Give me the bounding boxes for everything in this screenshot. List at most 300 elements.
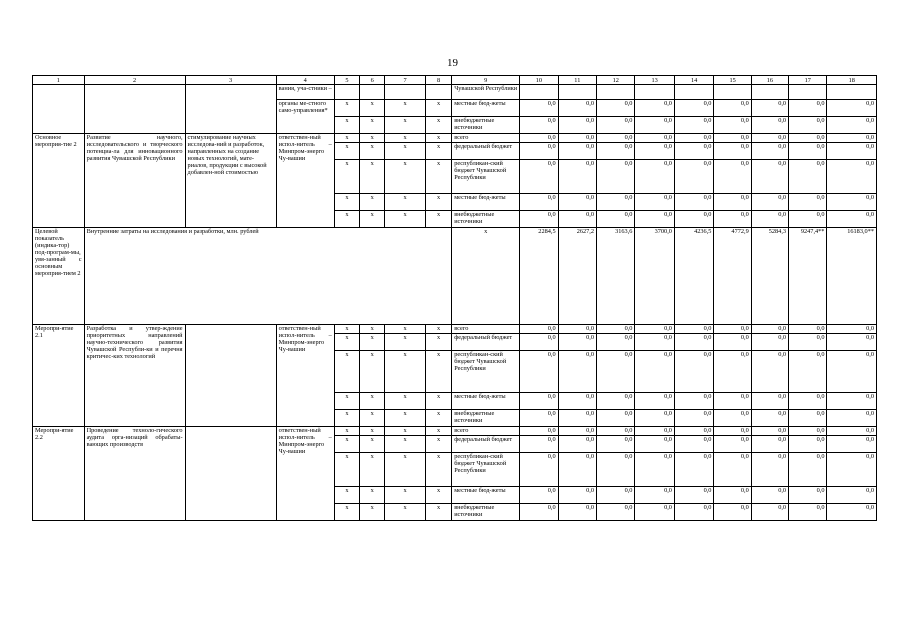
value-cell: 0,0 <box>597 427 635 436</box>
header-cell: 17 <box>789 76 827 85</box>
table-row <box>33 427 877 436</box>
value-cell: 0,0 <box>635 334 675 351</box>
value-cell: 0,0 <box>635 436 675 453</box>
x-mark: х <box>425 410 451 427</box>
x-mark: х <box>425 487 451 504</box>
x-mark: х <box>425 436 451 453</box>
value-cell: 0,0 <box>714 453 751 487</box>
funding-source: Чувашской Республики <box>452 85 520 100</box>
value-cell: 0,0 <box>520 211 558 228</box>
x-mark: х <box>425 117 451 134</box>
value-cell: 0,0 <box>597 393 635 410</box>
value-cell: 0,0 <box>751 325 788 334</box>
value-cell: 0,0 <box>597 117 635 134</box>
value-cell: 0,0 <box>597 487 635 504</box>
x-mark: х <box>334 117 359 134</box>
header-row <box>33 76 877 85</box>
cont-col3 <box>185 85 276 134</box>
value-cell: 0,0 <box>714 160 751 194</box>
event-goal: стимулирование научных исследова-ний и разработок, направленных на создание новых технологий, мате-риалов, продукции с высокой добавлен-ной стоимостью <box>185 134 276 228</box>
value-cell: 0,0 <box>714 334 751 351</box>
value-cell: 0,0 <box>827 143 877 160</box>
value-cell: 0,0 <box>558 453 596 487</box>
indicator-value: 16183,0** <box>827 228 877 325</box>
value-cell: 0,0 <box>635 194 675 211</box>
x-mark: х <box>425 160 451 194</box>
x-mark: х <box>385 393 426 410</box>
value-cell: 0,0 <box>789 325 827 334</box>
x-mark: х <box>385 487 426 504</box>
funding-source: республикан-ский бюджет Чувашской Республики <box>452 160 520 194</box>
value-cell: 0,0 <box>635 393 675 410</box>
value-cell: 0,0 <box>751 410 788 427</box>
value-cell: 0,0 <box>789 143 827 160</box>
header-cell: 12 <box>597 76 635 85</box>
value-cell: 0,0 <box>714 351 751 393</box>
value-cell: 0,0 <box>827 351 877 393</box>
x-mark: х <box>425 334 451 351</box>
value-cell: 0,0 <box>751 160 788 194</box>
value-cell: 0,0 <box>635 211 675 228</box>
value-cell: 0,0 <box>789 160 827 194</box>
indicator-value: 3163,6 <box>597 228 635 325</box>
funding-source: внебюджетные источники <box>452 117 520 134</box>
value-cell: 0,0 <box>674 410 714 427</box>
empty-cell <box>674 85 714 100</box>
x-mark: х <box>360 325 385 334</box>
value-cell: 0,0 <box>714 393 751 410</box>
value-cell: 0,0 <box>827 117 877 134</box>
value-cell: 0,0 <box>789 504 827 521</box>
value-cell: 0,0 <box>520 325 558 334</box>
value-cell: 0,0 <box>714 427 751 436</box>
value-cell: 0,0 <box>558 410 596 427</box>
value-cell: 0,0 <box>674 160 714 194</box>
header-cell: 9 <box>452 76 520 85</box>
indicator-value: 2284,5 <box>520 228 558 325</box>
empty-cell <box>520 85 558 100</box>
value-cell: 0,0 <box>789 351 827 393</box>
value-cell: 0,0 <box>520 117 558 134</box>
header-cell: 4 <box>276 76 334 85</box>
x-mark: х <box>334 427 359 436</box>
empty-cell <box>385 85 426 100</box>
value-cell: 0,0 <box>597 410 635 427</box>
funding-source: местные бюд-жеты <box>452 100 520 117</box>
event-code: Основное мероприя-тие 2 <box>33 134 85 228</box>
value-cell: 0,0 <box>635 427 675 436</box>
x-mark: х <box>360 117 385 134</box>
funding-source: местные бюд-жеты <box>452 487 520 504</box>
value-cell: 0,0 <box>789 211 827 228</box>
value-cell: 0,0 <box>714 211 751 228</box>
indicator-label: Целевой показатель (индика-тор) под-програм-мы, увя-занный с основным мероприя-тием 2 <box>33 228 85 325</box>
x-mark: х <box>334 504 359 521</box>
x-mark: х <box>385 436 426 453</box>
empty-cell <box>714 85 751 100</box>
x-mark: х <box>360 453 385 487</box>
event-goal <box>185 325 276 427</box>
value-cell: 0,0 <box>751 211 788 228</box>
event-goal <box>185 427 276 521</box>
value-cell: 0,0 <box>751 393 788 410</box>
x-mark: х <box>360 194 385 211</box>
funding-source: внебюджетные источники <box>452 211 520 228</box>
x-mark: х <box>334 325 359 334</box>
x-mark: х <box>425 194 451 211</box>
x-mark: х <box>360 393 385 410</box>
value-cell: 0,0 <box>714 436 751 453</box>
value-cell: 0,0 <box>789 194 827 211</box>
table-row <box>33 134 877 143</box>
value-cell: 0,0 <box>827 504 877 521</box>
value-cell: 0,0 <box>827 194 877 211</box>
value-cell: 0,0 <box>751 504 788 521</box>
x-mark: х <box>334 393 359 410</box>
x-mark: х <box>385 160 426 194</box>
value-cell: 0,0 <box>674 134 714 143</box>
value-cell: 0,0 <box>674 194 714 211</box>
value-cell: 0,0 <box>674 351 714 393</box>
value-cell: 0,0 <box>674 117 714 134</box>
value-cell: 0,0 <box>597 143 635 160</box>
value-cell: 0,0 <box>674 334 714 351</box>
table-row <box>33 325 877 334</box>
value-cell: 0,0 <box>558 351 596 393</box>
x-mark: х <box>385 194 426 211</box>
event-title: Разработка и утвер-ждение приоритетных направлений научно-технического развития Чувашской Республи-ки и перечня критичес-ких технологий <box>84 325 185 427</box>
value-cell: 0,0 <box>558 487 596 504</box>
header-cell: 18 <box>827 76 877 85</box>
value-cell: 0,0 <box>714 194 751 211</box>
header-cell: 7 <box>385 76 426 85</box>
x-mark: х <box>425 143 451 160</box>
value-cell: 0,0 <box>827 334 877 351</box>
x-mark: х <box>385 143 426 160</box>
value-cell: 0,0 <box>827 453 877 487</box>
value-cell: 0,0 <box>597 100 635 117</box>
value-cell: 0,0 <box>789 117 827 134</box>
value-cell: 0,0 <box>674 436 714 453</box>
value-cell: 0,0 <box>714 134 751 143</box>
value-cell: 0,0 <box>789 100 827 117</box>
empty-cell <box>334 85 359 100</box>
value-cell: 0,0 <box>827 393 877 410</box>
value-cell: 0,0 <box>597 134 635 143</box>
header-cell: 15 <box>714 76 751 85</box>
x-mark: х <box>385 100 426 117</box>
funding-source: всего <box>452 427 520 436</box>
value-cell: 0,0 <box>674 143 714 160</box>
value-cell: 0,0 <box>597 504 635 521</box>
x-mark: х <box>334 334 359 351</box>
x-mark: х <box>425 100 451 117</box>
empty-cell <box>635 85 675 100</box>
x-mark: х <box>360 134 385 143</box>
x-mark: х <box>360 211 385 228</box>
cont-col2 <box>84 85 185 134</box>
x-mark: х <box>385 504 426 521</box>
x-mark: х <box>452 228 520 325</box>
x-mark: х <box>385 325 426 334</box>
value-cell: 0,0 <box>674 393 714 410</box>
value-cell: 0,0 <box>558 393 596 410</box>
value-cell: 0,0 <box>751 427 788 436</box>
indicator-value: 4236,5 <box>674 228 714 325</box>
x-mark: х <box>334 160 359 194</box>
empty-cell <box>789 85 827 100</box>
value-cell: 0,0 <box>674 487 714 504</box>
x-mark: х <box>334 100 359 117</box>
value-cell: 0,0 <box>558 427 596 436</box>
x-mark: х <box>360 334 385 351</box>
responsible-executor: ответствен-ный испол-нитель – Минпром-энерго Чу-вашии <box>276 134 334 228</box>
value-cell: 0,0 <box>635 100 675 117</box>
value-cell: 0,0 <box>597 211 635 228</box>
x-mark: х <box>425 393 451 410</box>
cont-col4: вания, уча-стники – <box>276 85 334 100</box>
x-mark: х <box>360 351 385 393</box>
value-cell: 0,0 <box>827 134 877 143</box>
value-cell: 0,0 <box>520 427 558 436</box>
x-mark: х <box>334 143 359 160</box>
value-cell: 0,0 <box>558 194 596 211</box>
value-cell: 0,0 <box>789 487 827 504</box>
cont-col4: органы ме-стного само-управления* <box>276 100 334 134</box>
value-cell: 0,0 <box>789 134 827 143</box>
funding-source: внебюджетные источники <box>452 504 520 521</box>
x-mark: х <box>334 134 359 143</box>
x-mark: х <box>425 453 451 487</box>
funding-source: внебюджетные источники <box>452 410 520 427</box>
indicator-value: 3700,0 <box>635 228 675 325</box>
funding-source: федеральный бюджет <box>452 143 520 160</box>
value-cell: 0,0 <box>635 504 675 521</box>
indicator-value: 4772,9 <box>714 228 751 325</box>
value-cell: 0,0 <box>520 436 558 453</box>
x-mark: х <box>425 325 451 334</box>
value-cell: 0,0 <box>674 453 714 487</box>
header-cell: 1 <box>33 76 85 85</box>
value-cell: 0,0 <box>558 160 596 194</box>
value-cell: 0,0 <box>520 504 558 521</box>
funding-source: федеральный бюджет <box>452 334 520 351</box>
x-mark: х <box>334 211 359 228</box>
x-mark: х <box>360 427 385 436</box>
value-cell: 0,0 <box>520 160 558 194</box>
value-cell: 0,0 <box>520 487 558 504</box>
x-mark: х <box>385 117 426 134</box>
value-cell: 0,0 <box>751 334 788 351</box>
indicator-value: 9247,4** <box>789 228 827 325</box>
value-cell: 0,0 <box>714 410 751 427</box>
value-cell: 0,0 <box>827 100 877 117</box>
empty-cell <box>751 85 788 100</box>
value-cell: 0,0 <box>635 351 675 393</box>
value-cell: 0,0 <box>520 351 558 393</box>
x-mark: х <box>360 160 385 194</box>
funding-source: федеральный бюджет <box>452 436 520 453</box>
value-cell: 0,0 <box>558 334 596 351</box>
funding-source: местные бюд-жеты <box>452 194 520 211</box>
value-cell: 0,0 <box>520 100 558 117</box>
x-mark: х <box>360 504 385 521</box>
header-cell: 16 <box>751 76 788 85</box>
x-mark: х <box>385 351 426 393</box>
value-cell: 0,0 <box>714 504 751 521</box>
value-cell: 0,0 <box>597 334 635 351</box>
funding-source: всего <box>452 134 520 143</box>
page-number: 19 <box>447 57 458 69</box>
value-cell: 0,0 <box>789 427 827 436</box>
header-cell: 13 <box>635 76 675 85</box>
x-mark: х <box>360 487 385 504</box>
value-cell: 0,0 <box>751 117 788 134</box>
value-cell: 0,0 <box>558 143 596 160</box>
value-cell: 0,0 <box>558 100 596 117</box>
event-title: Развитие научного, исследовательского и творческого потенциа-ла для инновационного развития Чувашской Республики <box>84 134 185 228</box>
x-mark: х <box>425 211 451 228</box>
value-cell: 0,0 <box>789 410 827 427</box>
header-cell: 5 <box>334 76 359 85</box>
value-cell: 0,0 <box>635 410 675 427</box>
value-cell: 0,0 <box>520 134 558 143</box>
x-mark: х <box>385 334 426 351</box>
value-cell: 0,0 <box>751 453 788 487</box>
empty-cell <box>827 85 877 100</box>
indicator-description: Внутренние затраты на исследования и разработки, млн. рублей <box>84 228 452 325</box>
header-cell: 11 <box>558 76 596 85</box>
event-title: Проведение техноло-гического аудита орга-низаций обрабаты-вающих производств <box>84 427 185 521</box>
value-cell: 0,0 <box>558 117 596 134</box>
value-cell: 0,0 <box>520 143 558 160</box>
indicator-value: 5284,3 <box>751 228 788 325</box>
value-cell: 0,0 <box>714 487 751 504</box>
empty-cell <box>425 85 451 100</box>
budget-table <box>32 75 877 521</box>
x-mark: х <box>425 504 451 521</box>
x-mark: х <box>334 351 359 393</box>
x-mark: х <box>425 427 451 436</box>
responsible-executor: ответствен-ный испол-нитель – Минпром-энерго Чу-вашии <box>276 325 334 427</box>
x-mark: х <box>385 211 426 228</box>
value-cell: 0,0 <box>520 393 558 410</box>
value-cell: 0,0 <box>751 143 788 160</box>
value-cell: 0,0 <box>751 487 788 504</box>
value-cell: 0,0 <box>827 410 877 427</box>
event-code: Меропри-ятие 2.1 <box>33 325 85 427</box>
value-cell: 0,0 <box>827 427 877 436</box>
header-cell: 6 <box>360 76 385 85</box>
x-mark: х <box>360 100 385 117</box>
event-code: Меропри-ятие 2.2 <box>33 427 85 521</box>
value-cell: 0,0 <box>714 143 751 160</box>
value-cell: 0,0 <box>714 117 751 134</box>
value-cell: 0,0 <box>789 334 827 351</box>
table-row <box>33 85 877 100</box>
value-cell: 0,0 <box>520 453 558 487</box>
value-cell: 0,0 <box>789 393 827 410</box>
value-cell: 0,0 <box>635 325 675 334</box>
value-cell: 0,0 <box>751 134 788 143</box>
value-cell: 0,0 <box>674 504 714 521</box>
value-cell: 0,0 <box>674 427 714 436</box>
value-cell: 0,0 <box>558 504 596 521</box>
value-cell: 0,0 <box>558 211 596 228</box>
indicator-value: 2627,2 <box>558 228 596 325</box>
value-cell: 0,0 <box>751 194 788 211</box>
x-mark: х <box>334 194 359 211</box>
x-mark: х <box>385 427 426 436</box>
x-mark: х <box>360 436 385 453</box>
value-cell: 0,0 <box>635 134 675 143</box>
header-cell: 10 <box>520 76 558 85</box>
x-mark: х <box>334 410 359 427</box>
value-cell: 0,0 <box>597 325 635 334</box>
value-cell: 0,0 <box>827 487 877 504</box>
value-cell: 0,0 <box>635 143 675 160</box>
value-cell: 0,0 <box>558 134 596 143</box>
value-cell: 0,0 <box>674 211 714 228</box>
value-cell: 0,0 <box>520 194 558 211</box>
value-cell: 0,0 <box>597 194 635 211</box>
x-mark: х <box>425 134 451 143</box>
value-cell: 0,0 <box>827 160 877 194</box>
funding-source: всего <box>452 325 520 334</box>
value-cell: 0,0 <box>558 325 596 334</box>
x-mark: х <box>385 134 426 143</box>
value-cell: 0,0 <box>597 351 635 393</box>
cont-col1 <box>33 85 85 134</box>
header-cell: 3 <box>185 76 276 85</box>
empty-cell <box>558 85 596 100</box>
value-cell: 0,0 <box>520 410 558 427</box>
value-cell: 0,0 <box>751 436 788 453</box>
empty-cell <box>360 85 385 100</box>
funding-source: республикан-ский бюджет Чувашской Республики <box>452 453 520 487</box>
funding-source: республикан-ский бюджет Чувашской Республики <box>452 351 520 393</box>
x-mark: х <box>385 410 426 427</box>
funding-source: местные бюд-жеты <box>452 393 520 410</box>
header-cell: 8 <box>425 76 451 85</box>
value-cell: 0,0 <box>597 453 635 487</box>
x-mark: х <box>385 453 426 487</box>
responsible-executor: ответствен-ный испол-нитель – Минпром-энерго Чу-вашии <box>276 427 334 521</box>
x-mark: х <box>334 487 359 504</box>
indicator-row <box>33 228 877 325</box>
header-cell: 14 <box>674 76 714 85</box>
empty-cell <box>597 85 635 100</box>
value-cell: 0,0 <box>827 325 877 334</box>
value-cell: 0,0 <box>751 351 788 393</box>
header-cell: 2 <box>84 76 185 85</box>
value-cell: 0,0 <box>635 160 675 194</box>
x-mark: х <box>334 436 359 453</box>
value-cell: 0,0 <box>789 436 827 453</box>
x-mark: х <box>360 143 385 160</box>
value-cell: 0,0 <box>751 100 788 117</box>
value-cell: 0,0 <box>674 100 714 117</box>
value-cell: 0,0 <box>635 117 675 134</box>
value-cell: 0,0 <box>789 453 827 487</box>
x-mark: х <box>334 453 359 487</box>
value-cell: 0,0 <box>827 211 877 228</box>
x-mark: х <box>360 410 385 427</box>
value-cell: 0,0 <box>558 436 596 453</box>
value-cell: 0,0 <box>714 325 751 334</box>
value-cell: 0,0 <box>827 436 877 453</box>
value-cell: 0,0 <box>597 436 635 453</box>
